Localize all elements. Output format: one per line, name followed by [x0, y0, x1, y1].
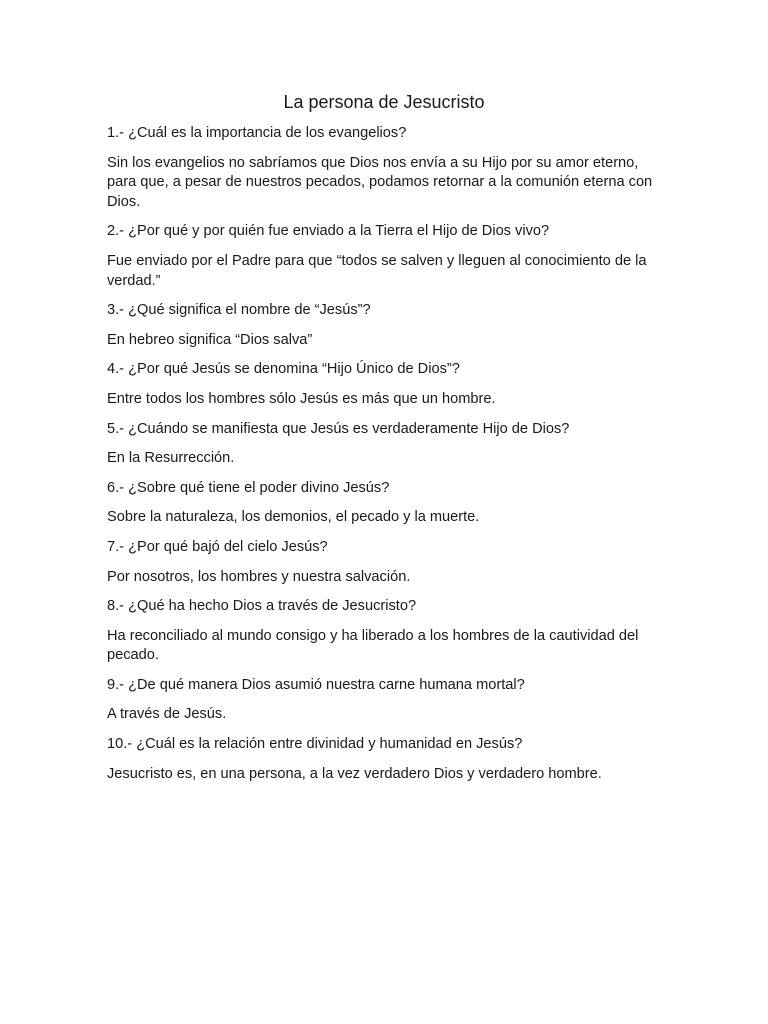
- answer-text: Jesucristo es, en una persona, a la vez verdadero Dios y verdadero hombre.: [107, 765, 602, 782]
- qa-item-6: [107, 479, 667, 528]
- qa-item-1: [107, 124, 667, 212]
- qa-list: [107, 124, 667, 794]
- qa-item-9: [107, 676, 667, 725]
- qa-item-10: [107, 735, 667, 784]
- question-text: 8.- ¿Qué ha hecho Dios a través de Jesucristo?: [107, 598, 417, 615]
- question-text: 1.- ¿Cuál es la importancia de los evangelios?: [107, 125, 407, 141]
- qa-item-8: [107, 597, 667, 666]
- question-text: 6.- ¿Sobre qué tiene el poder divino Jesús?: [107, 479, 390, 496]
- question-text: 10.- ¿Cuál es la relación entre divinidad y humanidad en Jesús?: [107, 736, 523, 753]
- answer-text: Entre todos los hombres sólo Jesús es más que un hombre.: [107, 390, 496, 407]
- question-text: 4.- ¿Por qué Jesús se denomina “Hijo Único de Dios”?: [107, 361, 460, 378]
- answer-text: Ha reconciliado al mundo consigo y ha liberado a los hombres de la cautividad del pecado.: [107, 627, 639, 664]
- answer-text: Sobre la naturaleza, los demonios, el pecado y la muerte.: [107, 509, 480, 526]
- answer-text: Sin los evangelios no sabríamos que Dios nos envía a su Hijo por su amor eterno, para que, a pesar de nuestros pecados, podamos retornar a la comunión eterna con Dios.: [107, 154, 653, 210]
- answer-text: Por nosotros, los hombres y nuestra salvación.: [107, 568, 411, 585]
- question-text: 7.- ¿Por qué bajó del cielo Jesús?: [107, 538, 328, 555]
- page-title: La persona de Jesucristo: [283, 92, 485, 112]
- qa-item-5: [107, 420, 667, 469]
- qa-item-2: [107, 222, 667, 291]
- question-text: 5.- ¿Cuándo se manifiesta que Jesús es verdaderamente Hijo de Dios?: [107, 420, 570, 437]
- question-text: 2.- ¿Por qué y por quién fue enviado a la Tierra el Hijo de Dios vivo?: [107, 223, 550, 240]
- question-text: 3.- ¿Qué significa el nombre de “Jesús”?: [107, 302, 371, 319]
- question-text: 9.- ¿De qué manera Dios asumió nuestra carne humana mortal?: [107, 676, 525, 693]
- answer-text: En hebreo significa “Dios salva”: [107, 331, 313, 348]
- qa-item-4: [107, 360, 667, 409]
- answer-text: A través de Jesús.: [107, 706, 227, 723]
- qa-item-3: [107, 301, 667, 350]
- answer-text: En la Resurrección.: [107, 450, 235, 467]
- qa-item-7: [107, 538, 667, 587]
- answer-text: Fue enviado por el Padre para que “todos se salven y lleguen al conocimiento de la verdad.”: [107, 252, 647, 289]
